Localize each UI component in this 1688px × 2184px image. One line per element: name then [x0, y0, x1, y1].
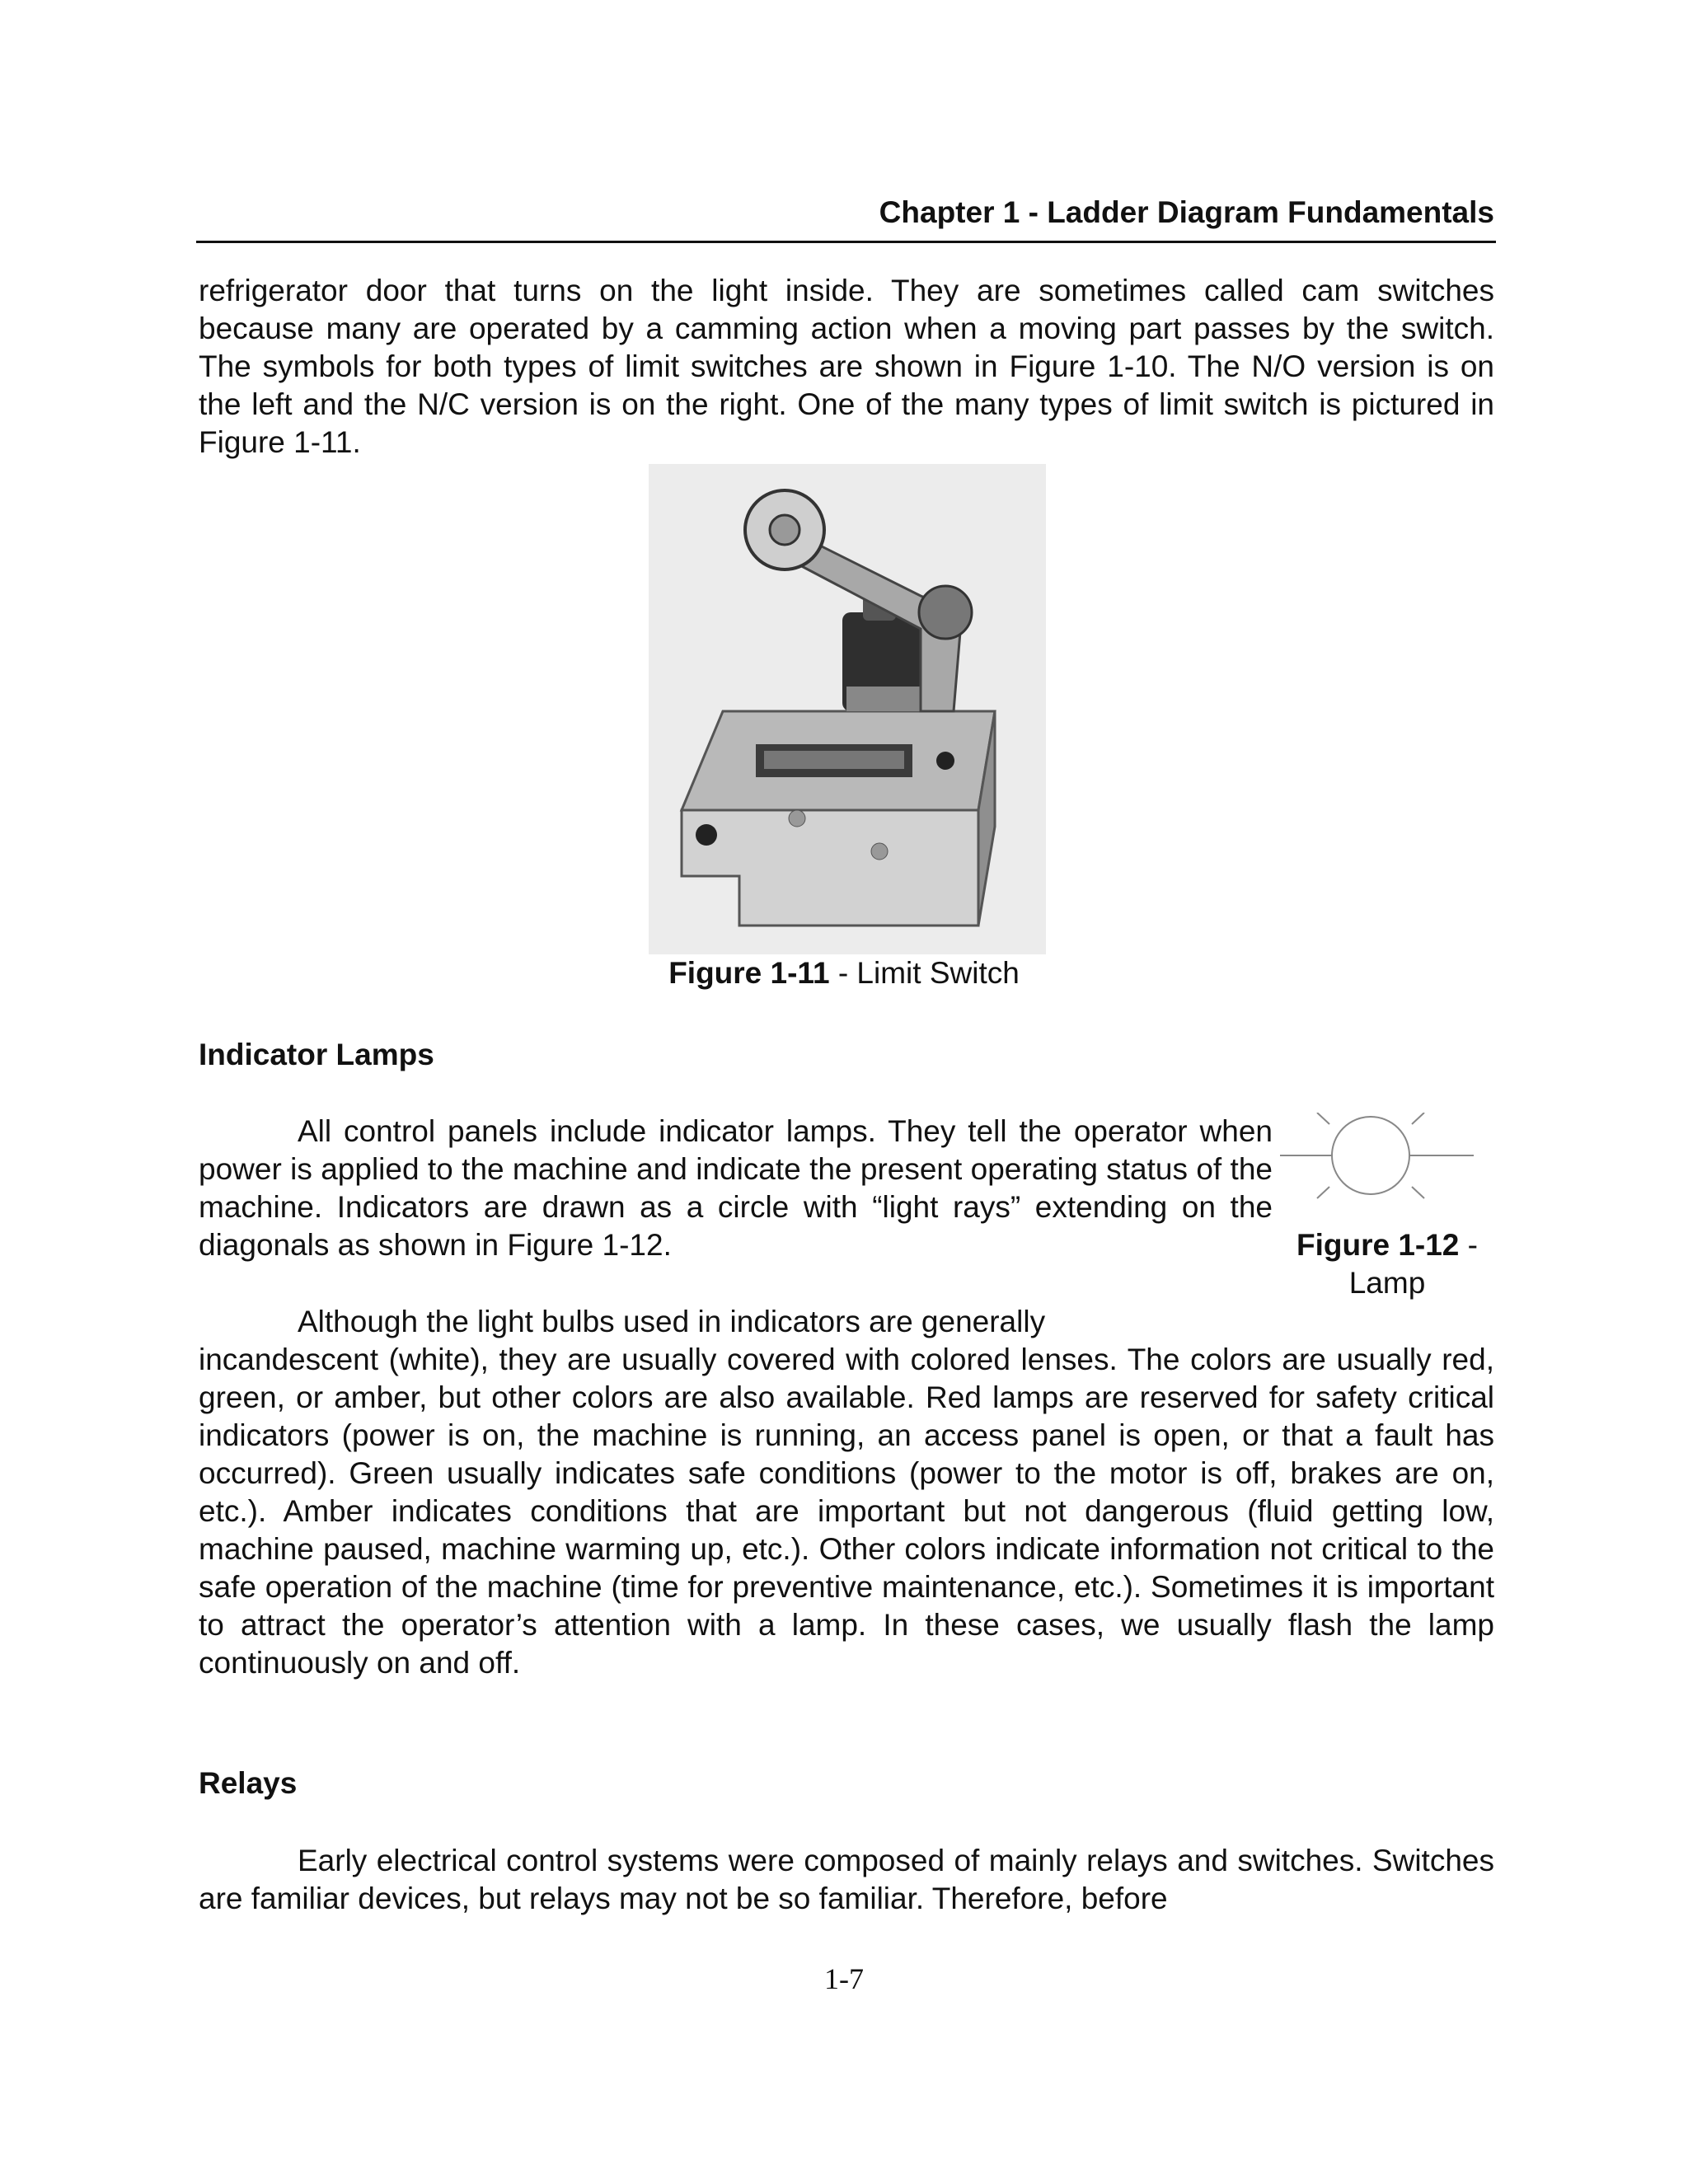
figure-1-12-dash: -	[1459, 1228, 1478, 1262]
figure-1-12-caption	[1276, 1226, 1498, 1302]
relays-paragraph: Early electrical control systems were composed of mainly relays and switches. Switches are familiar devices, but relays may not be so familiar. Therefore, before	[199, 1844, 1494, 1915]
figure-1-11-caption	[0, 956, 1688, 991]
indicator-lamps-paragraph-2-line-1: Although the light bulbs used in indicators are generally	[298, 1305, 1046, 1338]
page-number: 1-7	[824, 1962, 864, 1995]
intro-paragraph: refrigerator door that turns on the light inside. They are sometimes called cam switches because many are operated by a camming action when a moving part passes by the switch. The symbols for both types of limit switches are shown in Figure 1-10. The N/O version is on the left and the N/C version is on the right. One of the many types of limit switch is pictured in Figure 1-11.	[199, 274, 1494, 459]
indicator-lamps-paragraph-1: All control panels include indicator lamps. They tell the operator when power is applied to the machine and indicate the present operating status of the machine. Indicators are drawn as a circle with “light rays” extending on the diagonals as shown in Figure 1-12.	[199, 1114, 1273, 1262]
indicator-lamps-paragraph-2-rest: incandescent (white), they are usually covered with colored lenses. The colors are usually red, green, or amber, but other colors are also available. Red lamps are reserved for safety critical indicators (power is on, the machine is running, an access panel is open, or that a fault has occurred). Green usually indicates safe conditions (power to the motor is off, brakes are on, etc.). Amber indicates conditions that are important but not dangerous (fluid getting low, machine paused, machine warming up, etc.). Other colors indicate information not critical to the safe operation of the machine (time for preventive maintenance, etc.). Sometimes it is important to attract the operator’s attention with a lamp. In these cases, we usually flash the lamp continuously on and off.	[199, 1343, 1494, 1680]
running-header: Chapter 1 - Ladder Diagram Fundamentals	[879, 195, 1494, 229]
figure-1-12-caption-text: Lamp	[1348, 1266, 1426, 1300]
figure-1-12-label: Figure 1-12	[1296, 1228, 1460, 1262]
indicator-lamps-heading: Indicator Lamps	[199, 1038, 434, 1071]
lamp-symbol	[1280, 1113, 1494, 1212]
indicator-lamps-paragraph-2	[199, 1303, 1494, 1682]
figure-1-11-caption-text: - Limit Switch	[829, 956, 1020, 990]
relays-heading: Relays	[199, 1766, 298, 1800]
limit-switch-photo	[649, 464, 1046, 954]
header-rule	[196, 241, 1496, 243]
figure-1-11-label: Figure 1-11	[668, 956, 830, 990]
